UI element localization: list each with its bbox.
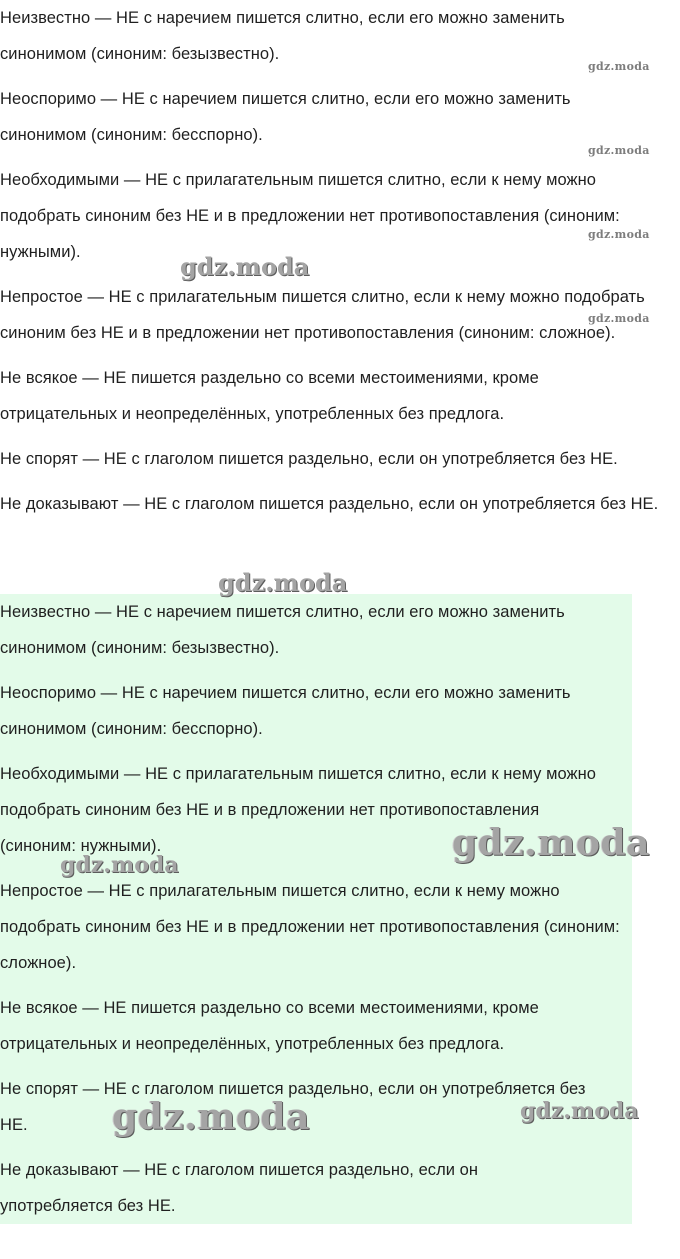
watermark-logo: gdz.moda: [588, 228, 650, 241]
answer-paragraph: Не спорят — НЕ с глаголом пишется раздельно, если он употребляется без НЕ.: [0, 1080, 586, 1134]
answer-paragraph: Необходимыми — НЕ с прилагательным пишется слитно, если к нему можно подобрать синоним без НЕ и в предложении нет противопоставления (синоним: нужными).: [0, 171, 620, 261]
watermark-logo: gdz.moda: [452, 822, 650, 864]
answer-paragraph: Не доказывают — НЕ с глаголом пишется раздельно, если он употребляется без НЕ.: [0, 495, 659, 513]
answer-paragraph: Неизвестно — НЕ с наречием пишется слитно, если его можно заменить синонимом (синоним: безызвестно).: [0, 9, 565, 63]
watermark-logo: gdz.moda: [588, 60, 650, 73]
answer-plain-section: [0, 0, 680, 531]
answer-paragraph: Неоспоримо — НЕ с наречием пишется слитно, если его можно заменить синонимом (синоним: бесспорно).: [0, 90, 571, 144]
answer-paragraph: Неоспоримо — НЕ с наречием пишется слитно, если его можно заменить синонимом (синоним: бесспорно).: [0, 684, 571, 738]
answer-paragraph: Не всякое — НЕ пишется раздельно со всеми местоимениями, кроме отрицательных и неопределённых, употребленных без предлога.: [0, 369, 539, 423]
watermark-logo: gdz.moda: [588, 312, 650, 325]
watermark-logo: gdz.moda: [218, 568, 348, 597]
answer-highlight-section: [0, 594, 632, 1224]
watermark-logo: gdz.moda: [60, 852, 179, 878]
answer-paragraph: Не всякое — НЕ пишется раздельно со всеми местоимениями, кроме отрицательных и неопределённых, употребленных без предлога.: [0, 999, 539, 1053]
answer-paragraph: Не доказывают — НЕ с глаголом пишется раздельно, если он употребляется без НЕ.: [0, 1161, 479, 1215]
answer-paragraph: Непростое — НЕ с прилагательным пишется слитно, если к нему можно подобрать синоним без НЕ и в предложении нет противопоставления (синоним: сложное).: [0, 882, 620, 972]
watermark-logo: gdz.moda: [180, 252, 310, 281]
answer-paragraph: Необходимыми — НЕ с прилагательным пишется слитно, если к нему можно подобрать синоним без НЕ и в предложении нет противопоставления (синоним: нужными).: [0, 765, 597, 855]
answer-paragraph: Непростое — НЕ с прилагательным пишется слитно, если к нему можно подобрать синоним без НЕ и в предложении нет противопоставления (синоним: сложное).: [0, 288, 645, 342]
answer-paragraph: Неизвестно — НЕ с наречием пишется слитно, если его можно заменить синонимом (синоним: безызвестно).: [0, 603, 565, 657]
watermark-logo: gdz.moda: [112, 1096, 310, 1138]
watermark-logo: gdz.moda: [588, 144, 650, 157]
watermark-logo: gdz.moda: [520, 1098, 639, 1124]
answer-paragraph: Не спорят — НЕ с глаголом пишется раздельно, если он употребляется без НЕ.: [0, 450, 618, 468]
